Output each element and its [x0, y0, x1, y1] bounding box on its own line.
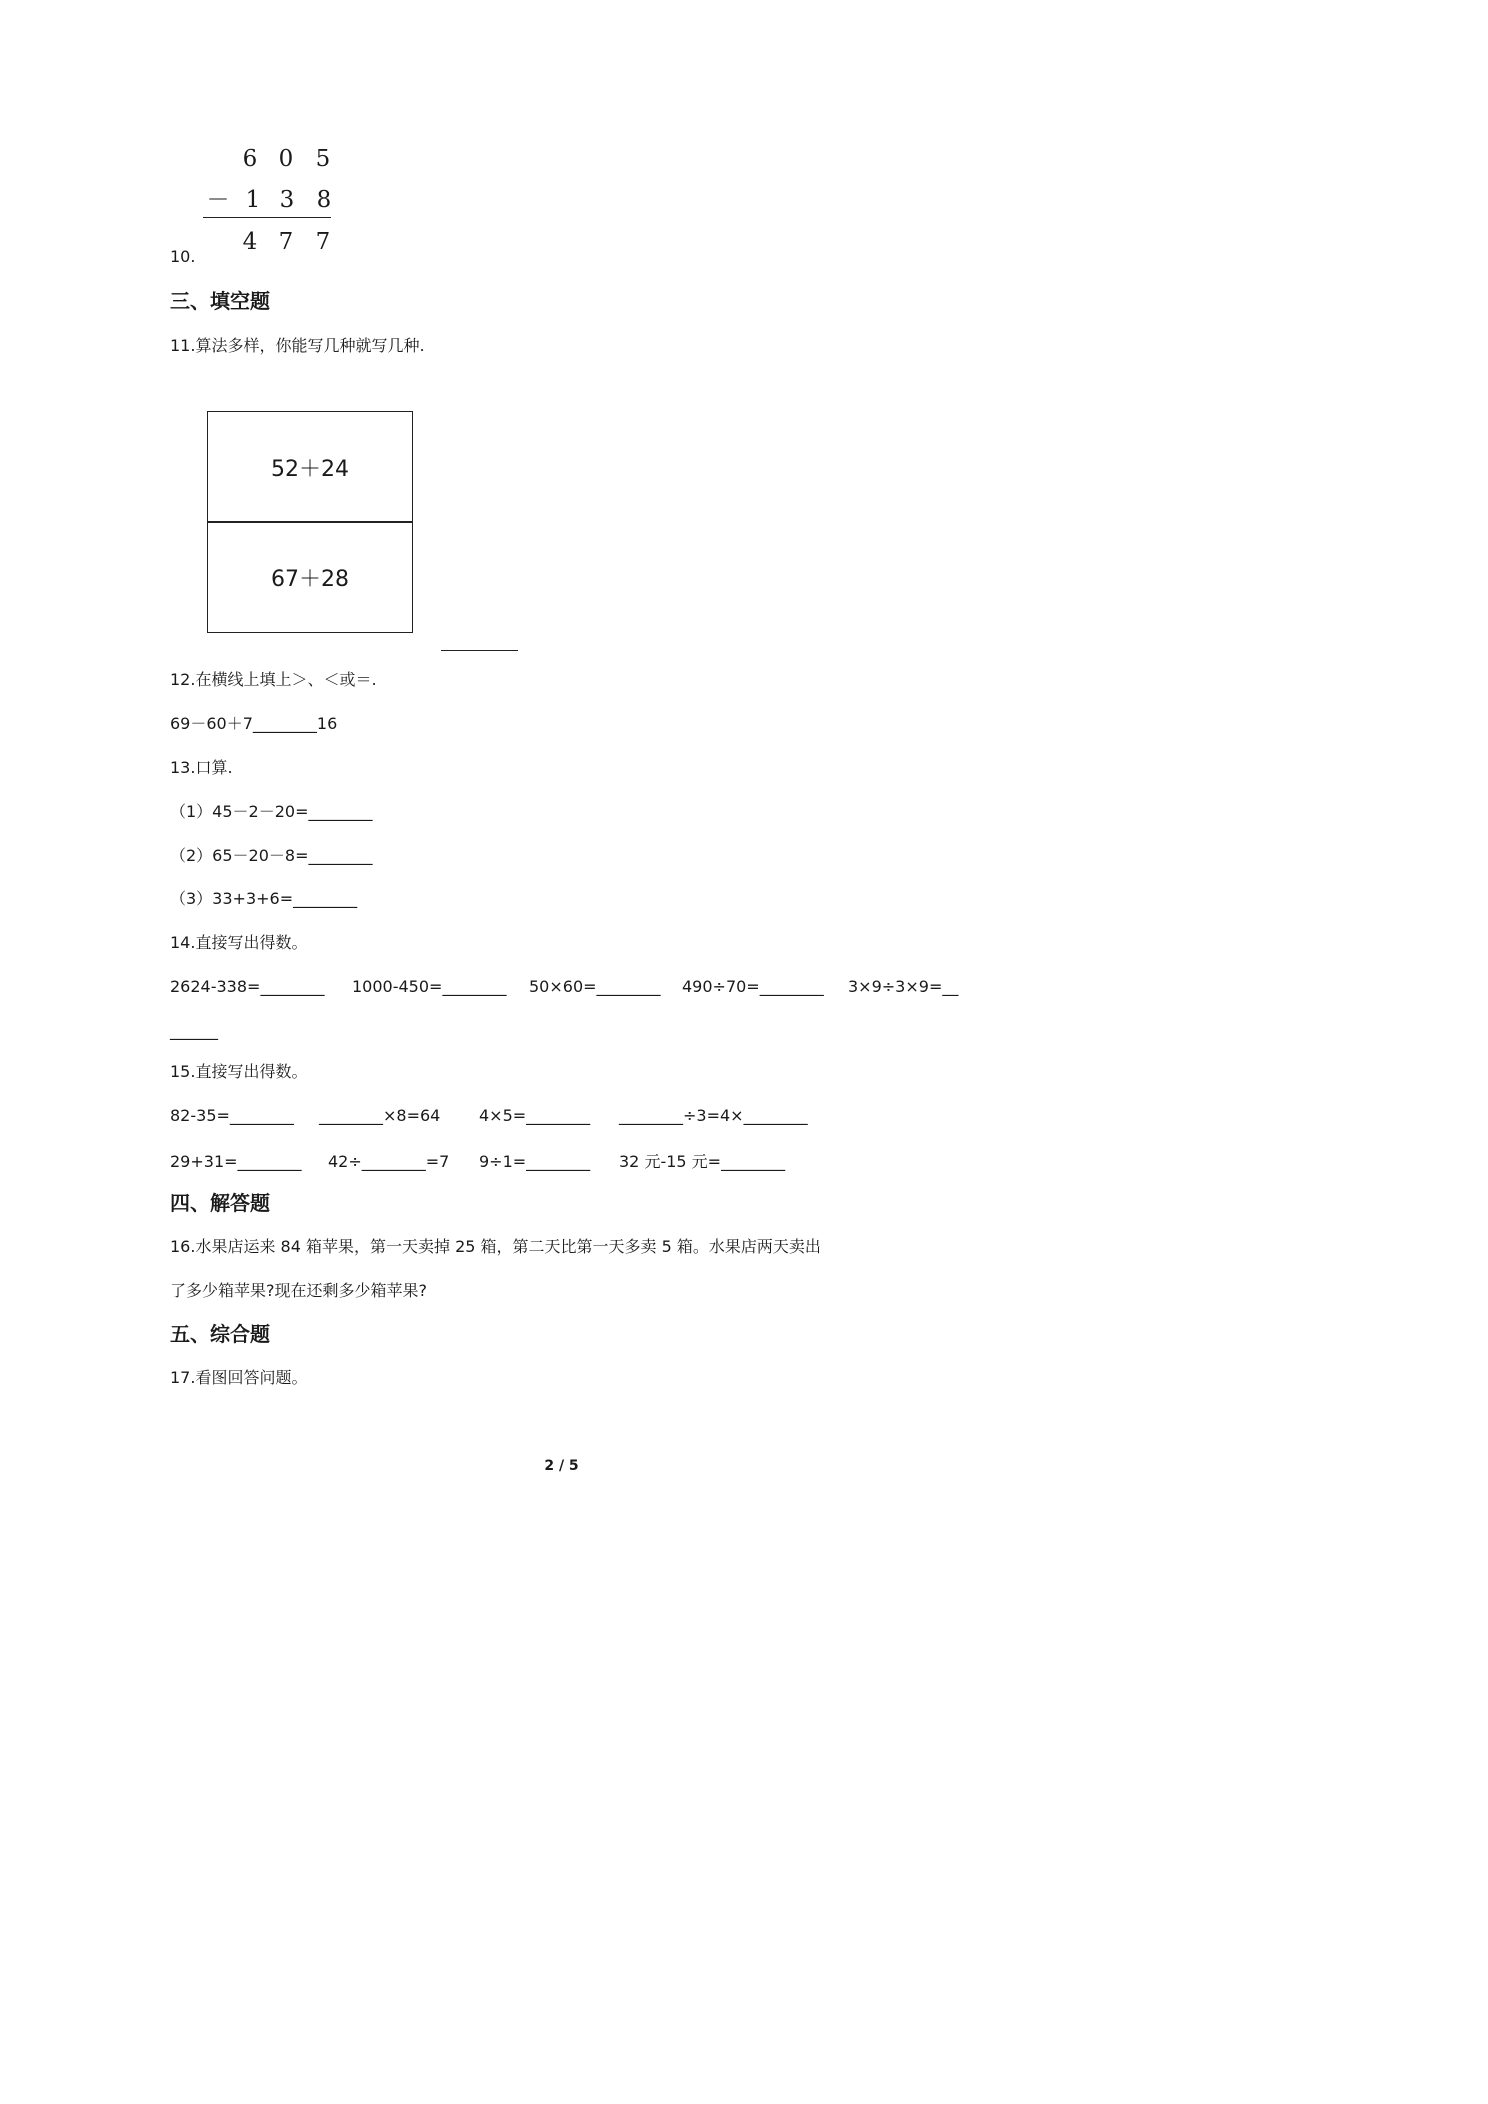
- q14-item-4: 490÷70=________: [682, 977, 824, 996]
- q17-prompt: 17.看图回答问题。: [170, 1368, 308, 1387]
- q15-row1-item-4: ________÷3=4×________: [619, 1106, 808, 1125]
- q12-prompt: 12.在横线上填上＞、＜或＝.: [170, 670, 377, 689]
- q15-row1-item-3: 4×5=________: [479, 1106, 591, 1125]
- q11-expression-2: 67＋28: [271, 566, 349, 592]
- q12-expression: 69－60＋7________16: [170, 714, 338, 733]
- q16-text-line-2: 了多少箱苹果?现在还剩多少箱苹果?: [170, 1281, 427, 1300]
- q10-divider-line: [203, 217, 331, 218]
- q13-item-1: （1）45－2－20=________: [170, 802, 373, 821]
- q14-prompt: 14.直接写出得数。: [170, 933, 308, 952]
- q11-expression-box-1: [207, 411, 413, 523]
- q10-row3-digit: 4: [242, 229, 258, 255]
- q11-expression-1: 52＋24: [271, 456, 349, 482]
- q14-item-5-continuation: ______: [170, 1021, 218, 1040]
- q11-expression-box-2: [207, 521, 413, 633]
- q15-row2-item-3: 9÷1=________: [479, 1152, 591, 1171]
- q10-row1-digit: 0: [278, 146, 294, 172]
- q10-row2-digit: 8: [316, 187, 332, 213]
- q14-item-3: 50×60=________: [529, 977, 661, 996]
- q13-item-2: （2）65－20－8=________: [170, 846, 373, 865]
- q10-number: 10.: [170, 247, 196, 266]
- q10-row2-digit: 1: [245, 187, 261, 213]
- q14-item-1: 2624-338=________: [170, 977, 325, 996]
- q13-prompt: 13.口算.: [170, 758, 233, 777]
- q14-item-5: 3×9÷3×9=__: [848, 977, 959, 996]
- q15-prompt: 15.直接写出得数。: [170, 1062, 308, 1081]
- q10-minus-sign: －: [206, 187, 230, 213]
- q15-row1-item-2: ________×8=64: [319, 1106, 441, 1125]
- section5-heading: 五、综合题: [170, 1322, 270, 1346]
- q10-row1-digit: 6: [242, 146, 258, 172]
- page-number: [0, 1458, 1123, 1474]
- section3-heading: 三、填空题: [170, 289, 270, 313]
- page-number-text: 2 / 5: [544, 1458, 579, 1474]
- q11-prompt: 11.算法多样，你能写几种就写几种.: [170, 336, 425, 355]
- q15-row1-item-1: 82-35=________: [170, 1106, 294, 1125]
- q10-row1-digit: 5: [315, 146, 331, 172]
- q11-answer-blank[interactable]: [441, 650, 518, 651]
- q13-item-3: （3）33+3+6=________: [170, 889, 358, 908]
- q15-row2-item-2: 42÷________=7: [328, 1152, 450, 1171]
- q15-row2-item-1: 29+31=________: [170, 1152, 302, 1171]
- q16-text-line-1: 16.水果店运来 84 箱苹果，第一天卖掉 25 箱，第二天比第一天多卖 5 箱。水果店两天卖出: [170, 1237, 821, 1256]
- section4-heading: 四、解答题: [170, 1191, 270, 1215]
- q14-item-2: 1000-450=________: [352, 977, 507, 996]
- q15-row2-item-4: 32 元-15 元=________: [619, 1152, 786, 1171]
- q10-row3-digit: 7: [315, 229, 331, 255]
- q10-row3-digit: 7: [278, 229, 294, 255]
- q10-row2-digit: 3: [279, 187, 295, 213]
